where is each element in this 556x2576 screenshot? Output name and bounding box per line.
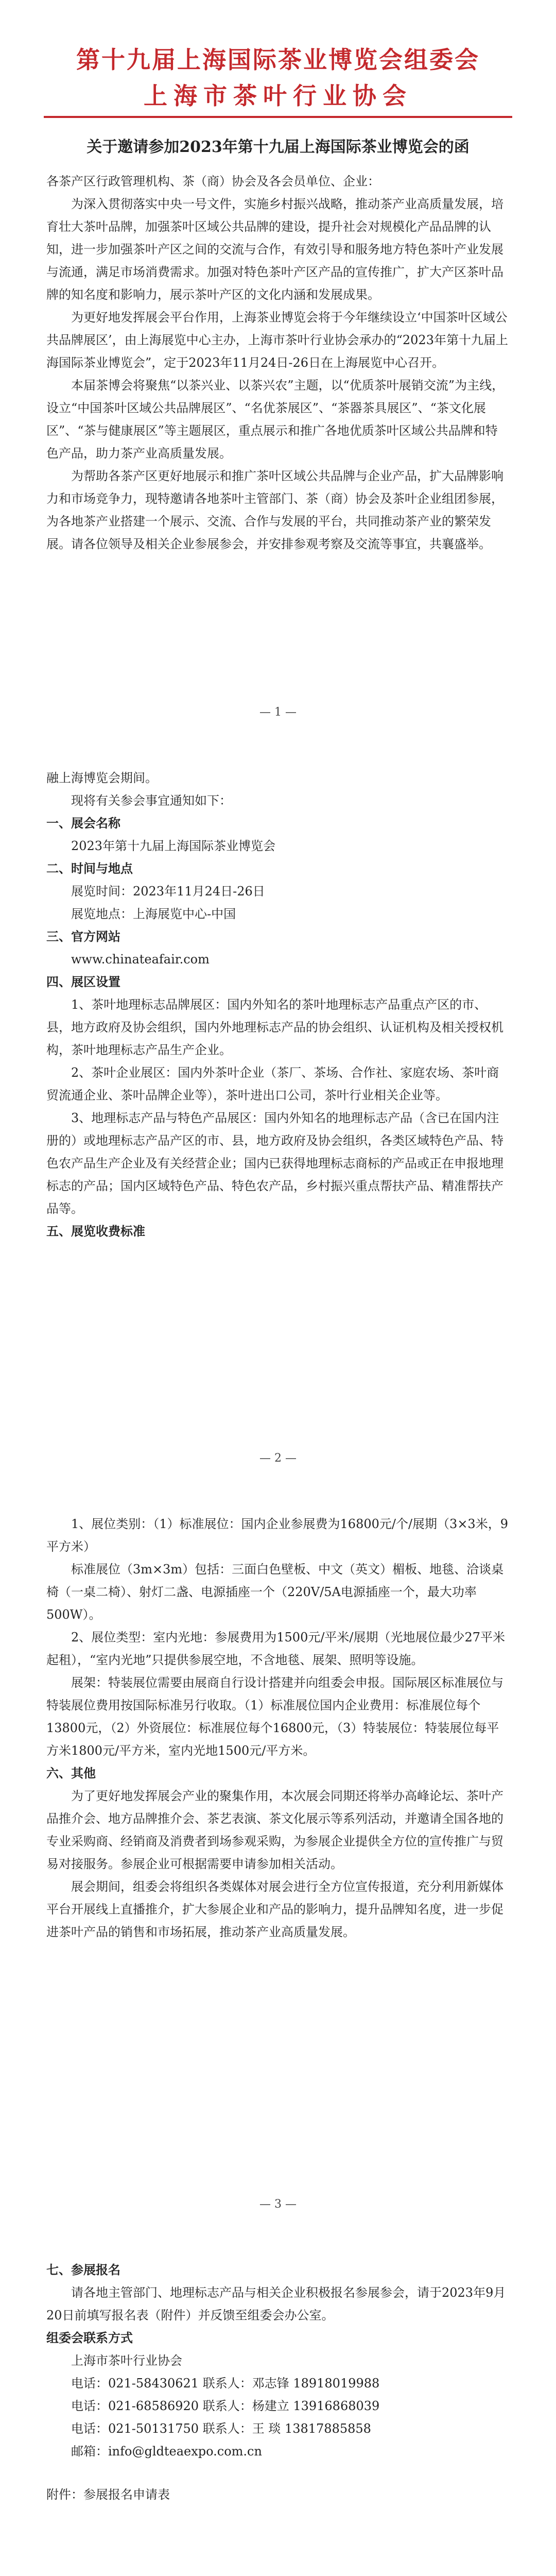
letter-body — [46, 170, 510, 555]
page-number: — 1 — — [259, 706, 297, 719]
header-line1: 第十九届上海国际茶业博览会组委会 — [76, 46, 480, 74]
section-title: 四、展区设置 — [46, 974, 120, 989]
fee-item: 1、展位类别：（1）标准展位：国内企业参展费为16800元/个/展期（3×3米，9平方米） — [46, 1517, 508, 1554]
section-text: 请各地主管部门、地理标志产品与相关企业积极报名参展参会，请于2023年9月20日前填写报名表（附件）并反馈至组委会办公室。 — [46, 2285, 506, 2323]
section-title: 二、时间与地点 — [46, 861, 133, 876]
time-value: 2023年11月24日-26日 — [133, 884, 265, 899]
header-line2: 上海市茶叶行业协会 — [144, 82, 412, 110]
time-label: 展览时间： — [71, 884, 133, 899]
para-4: 为帮助各茶产区更好地展示和推广茶叶区域公共品牌与企业产品，扩大品牌影响力和市场竞争力，现特邀请各地茶叶主管部门、茶（商）协会及茶叶企业组团参展，为各地茶产业搭建一个展示、交流、合作与发展的平台，共同推动茶产业的繁荣发展。请各位领导及相关企业参展参会，并安排参观考察及交流等事宜，共襄盛举。 — [46, 469, 503, 551]
contact-phone: 电话：021-50131750 联系人：王 琰 13817885858 — [71, 2421, 371, 2436]
website-link[interactable]: www.chinateafair.com — [71, 952, 210, 967]
section-title: 一、展会名称 — [46, 816, 120, 831]
page3-body — [46, 1513, 510, 1943]
place-row — [46, 903, 510, 925]
contact-title: 组委会联系方式 — [46, 2330, 133, 2345]
fee-item: 标准展位（3m×3m）包括：三面白色壁板、中文（英文）楣板、地毯、洽谈桌椅（一桌二椅）、射灯二盏、电源插座一个（220V/5A电源插座一个，最大功率500W）。 — [46, 1562, 504, 1622]
para-3: 本届茶博会将聚焦“以茶兴业、以茶兴农”主题，以“优质茶叶展销交流”为主线，设立“中国茶叶区域公共品牌展区”、“名优茶展区”、“茶器茶具展区”、“茶文化展区”、“茶与健康展区”等主题展区，重点展示和推广各地优质茶叶区域公共品牌和特色产品，助力茶产业高质量发展。 — [46, 378, 505, 461]
place-value: 上海展览中心-中国 — [133, 907, 236, 921]
line: 融上海博览会期间。 — [46, 771, 158, 785]
page-number: — 3 — — [259, 2198, 297, 2211]
page-2 — [0, 746, 556, 1488]
section-title: 六、其他 — [46, 1766, 96, 1781]
zone-item: 1、茶叶地理标志品牌展区：国内外知名的茶叶地理标志产品重点产区的市、县，地方政府及协会组织，国内外地理标志产品的协会组织、认证机构及相关授权机构，茶叶地理标志产品生产企业。 — [46, 997, 503, 1057]
line: 现将有关参会事宜通知如下： — [71, 793, 232, 808]
other-item: 展会期间，组委会将组织各类媒体对展会进行全方位宣传报道，充分利用新媒体平台开展线上直播推介，扩大参展企业和产品的影响力，提升品牌知名度，进一步促进茶叶产品的销售和市场拓展，推动茶产业高质量发展。 — [46, 1879, 503, 1939]
section-title: 五、展览收费标准 — [46, 1224, 145, 1239]
page-4 — [0, 2238, 556, 2576]
page-3 — [0, 1492, 556, 2234]
letter-title: 关于邀请参加2023年第十九届上海国际茶业博览会的函 — [86, 138, 470, 156]
section-title: 七、参展报名 — [46, 2262, 120, 2277]
para-1: 为深入贯彻落实中央一号文件，实施乡村振兴战略，推动茶产业高质量发展，培育壮大茶叶品牌，加强茶叶区域公共品牌的建设，提升社会对规模化产品品牌的认知，进一步加强茶叶产区之间的交流与合作，有效引导和服务地方特色茶叶产业发展与流通，满足市场消费需求。加强对特色茶叶产区产品的宣传推广，扩大产区茶叶品牌的知名度和影响力，展示茶叶产区的文化内涵和发展成果。 — [46, 197, 503, 302]
time-row — [46, 880, 510, 903]
contact-org: 上海市茶叶行业协会 — [71, 2353, 182, 2368]
fee-item: 2、展位类型：室内光地：参展费用为1500元/平米/展期（光地展位最少27平米起租），“室内光地”只提供参展空地，不含地毯、展架、照明等设施。 — [46, 1630, 506, 1667]
contact-phone: 电话：021-68586920 联系人：杨建立 13916868039 — [71, 2399, 380, 2413]
contact-email[interactable]: 邮箱：info@gldteaexpo.com.cn — [71, 2444, 262, 2459]
page-1 — [0, 0, 556, 742]
section-value: 2023年第十九届上海国际茶业博览会 — [71, 839, 276, 853]
fee-item: 展架：特装展位需要由展商自行设计搭建并向组委会申报。国际展区标准展位与特装展位费用按国际标准另行收取。（1）标准展位国内企业费用：标准展位每个13800元，（2）外资展位：标准展位每个16800元，（3）特装展位：特装展位每平方米1800元/平方米，室内光地1500元/平方米。 — [46, 1675, 503, 1758]
para-2: 为更好地发挥展会平台作用，上海茶业博览会将于今年继续设立‘中国茶叶区域公共品牌展区’，由上海展览中心主办，上海市茶叶行业协会承办的“2023年第十九届上海国际茶业博览会”，定于2023年11月24日-26日在上海展览中心召开。 — [46, 310, 508, 370]
page-number: — 2 — — [259, 1452, 297, 1465]
salutation: 各茶产区行政管理机构、茶（商）协会及各会员单位、企业： — [46, 174, 380, 189]
zone-item: 2、茶叶企业展区：国内外茶叶企业（茶厂、茶场、合作社、家庭农场、茶叶商贸流通企业、茶叶品牌企业等），茶叶进出口公司，茶叶行业相关企业等。 — [46, 1065, 499, 1103]
attachment-note: 附件：参展报名申请表 — [46, 2487, 170, 2502]
section-title: 三、官方网站 — [46, 929, 120, 944]
contact-phone: 电话：021-58430621 联系人：邓志锋 18918019988 — [71, 2376, 380, 2391]
other-item: 为了更好地发挥展会产业的聚集作用，本次展会同期还将举办高峰论坛、茶叶产品推介会、地方品牌推介会、茶艺表演、茶文化展示等系列活动，并邀请全国各地的专业采购商、经销商及消费者到场参观采购，为参展企业提供全方位的宣传推广与贸易对接服务。参展企业可根据需要申请参加相关活动。 — [46, 1789, 503, 1871]
page4-body — [46, 2259, 510, 2506]
header-divider — [44, 116, 512, 118]
page2-body — [46, 767, 510, 1243]
zone-item: 3、地理标志产品与特色产品展区：国内外知名的地理标志产品（含已在国内注册的）或地理标志产品产区的市、县，地方政府及协会组织，各类区域特色产品、特色农产品生产企业及有关经营企业；国内已获得地理标志商标的产品或正在申报地理标志的产品；国内区域特色产品、特色农产品，乡村振兴重点帮扶产品、精准帮扶产品等。 — [46, 1111, 503, 1216]
place-label: 展览地点： — [71, 907, 133, 921]
